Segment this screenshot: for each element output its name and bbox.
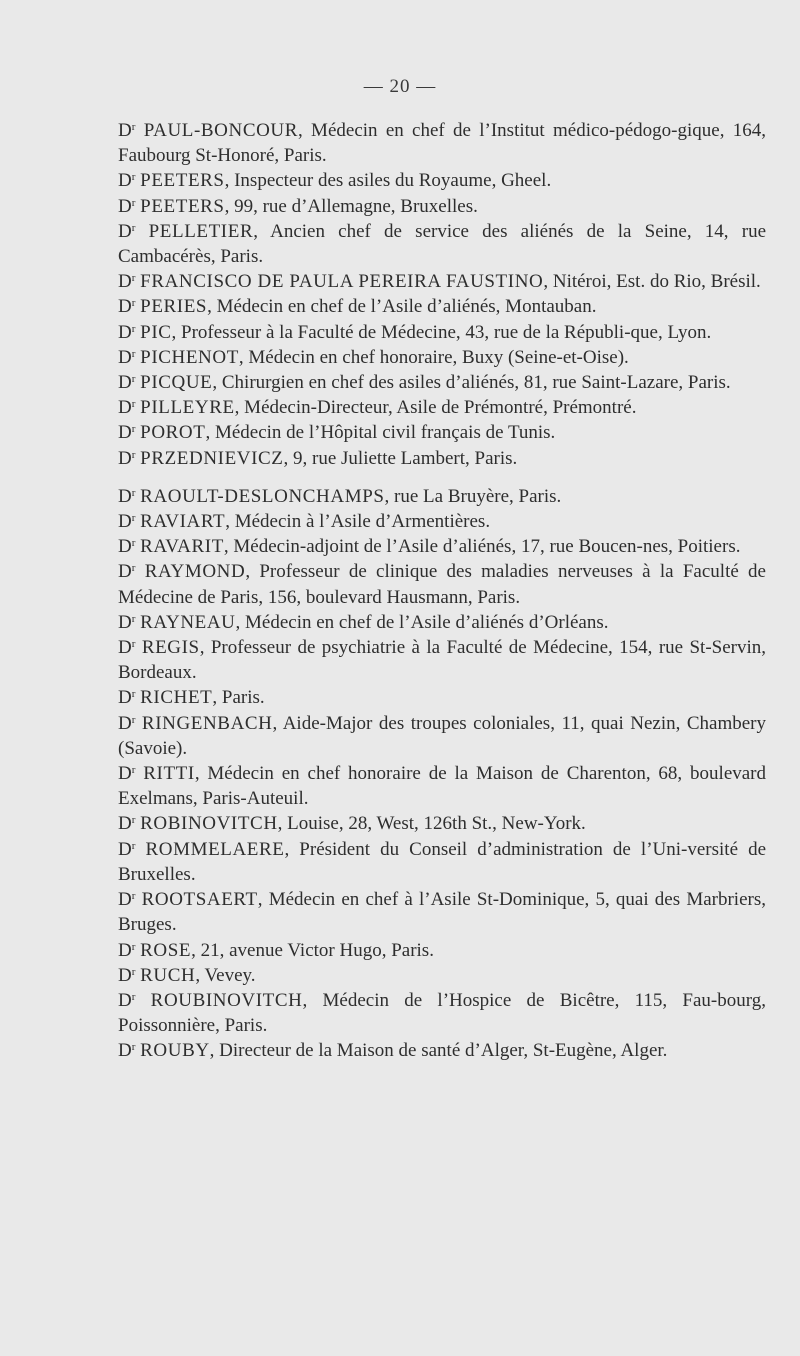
list-item [118,420,766,445]
entry-title: $D^r$ [118,120,136,141]
entry-title: $D^r$ [118,220,136,242]
list-item [118,761,766,811]
entry-title: $D^r$ [118,838,136,860]
entry-name: PERIES [140,296,208,318]
entry-title: $D^r$ [118,939,136,961]
list-item [118,963,766,988]
list-item [118,1038,766,1063]
entry-title: $D^r$ [118,813,136,835]
entry-name: POROT [140,422,206,444]
entry-title: $D^r$ [118,637,136,659]
list-item [118,988,766,1038]
entry-name: RUCH [140,964,196,986]
entry-details: , rue La Bruyère, Paris. [384,485,562,507]
entry-details: , Médecin-Directeur, Asile de Prémontré, Prémontré. [234,397,637,419]
list-item [118,635,766,685]
entry-title: $D^r$ [118,712,136,734]
entry-details: , Chirurgien en chef des asiles d’aliénés, 81, rue Saint-Lazare, Paris. [212,372,731,394]
entry-name: ROUBINOVITCH [150,989,303,1011]
list-item [118,446,766,471]
entry-details: , Professeur à la Faculté de Médecine, 43, rue de la Républi-que, Lyon. [171,321,712,343]
entry-details: , Inspecteur des asiles du Royaume, Gheel. [224,170,552,192]
entry-name: PICQUE [140,372,213,394]
entry-title: $D^r$ [118,321,136,343]
list-item [118,370,766,395]
list-item [118,685,766,710]
entry-title: $D^r$ [118,1040,136,1062]
entry-details: , 99, rue d’Allemagne, Bruxelles. [224,195,478,217]
entry-name: RICHET [140,687,213,709]
entry-details: , Vevey. [195,964,256,986]
list-item [118,837,766,887]
entry-name: PIC [140,321,172,343]
entry-name: RAYNEAU [140,611,236,633]
entry-details: , Aide-Major des troupes coloniales, 11, quai Nezin, Chambery (Savoie). [118,712,767,759]
entry-details: , Nitéroi, Est. do Rio, Brésil. [543,271,761,293]
entry-title: $D^r$ [118,422,136,444]
entry-title: $D^r$ [118,271,136,293]
entry-title: $D^r$ [118,195,136,217]
entry-name: RAYMOND [144,561,246,583]
entry-name: PEETERS [140,195,225,217]
entry-details: , 9, rue Juliette Lambert, Paris. [283,447,518,469]
entry-title: $D^r$ [118,561,136,583]
entry-details: , Médecin en chef honoraire, Buxy (Seine-et-Oise). [238,346,629,368]
list-item [118,395,766,420]
list-item [118,509,766,534]
entry-name: PAUL-BONCOUR [143,120,299,141]
entry-name: PRZEDNIEVICZ [140,447,284,469]
entry-title: $D^r$ [118,989,136,1011]
list-item [118,168,766,193]
entry-name: RINGENBACH [141,712,273,734]
page-number: — 20 — [363,76,437,97]
entry-details: , Médecin à l’Asile d’Armentières. [225,511,491,533]
list-item [118,219,766,269]
entry-title: $D^r$ [118,687,136,709]
entry-name: ROBINOVITCH [140,813,278,835]
entry-title: $D^r$ [118,611,136,633]
entry-name: ROMMELAERE [145,838,285,860]
entry-name: RAVIART [140,511,226,533]
entry-details: , Médecin en chef de l’Asile d’aliénés d’Orléans. [235,611,609,633]
list-item [118,294,766,319]
list-item [118,887,766,937]
list-item [118,484,766,509]
entry-title: $D^r$ [118,964,136,986]
entry-name: PEETERS [140,170,225,192]
list-item [118,559,766,609]
entry-name: PILLEYRE [140,397,235,419]
list-item [118,711,766,761]
entry-title: $D^r$ [118,296,136,318]
entry-name: FRANCISCO DE PAULA PEREIRA FAUSTINO [140,271,544,293]
list-item [118,938,766,963]
entry-name: ROSE [140,939,192,961]
entry-details: , Médecin en chef de l’Institut médico-pédogo-gique, 164, Faubourg St-Honoré, Paris. [118,120,766,167]
list-item [118,320,766,345]
entry-details: , Ancien chef de service des aliénés de la Seine, 14, rue Cambacérès, Paris. [118,220,766,268]
entry-title: $D^r$ [118,397,136,419]
entry-title: $D^r$ [118,170,136,192]
entry-details: , Professeur de psychiatrie à la Faculté de Médecine, 154, rue St-Servin, Bordeaux. [118,637,766,684]
list-item [118,269,766,294]
entry-name: PELLETIER [148,220,254,242]
entry-name: PICHENOT [140,346,239,368]
entry-details: , Médecin de l’Hôpital civil français de Tunis. [205,422,556,444]
list-item [118,534,766,559]
entry-details: , Directeur de la Maison de santé d’Alger, St-Eugène, Alger. [209,1040,668,1062]
entry-details: , Médecin de l’Hospice de Bicêtre, 115, Fau-bourg, Poissonnière, Paris. [118,989,766,1037]
entry-details: , Professeur de clinique des maladies nerveuses à la Faculté de Médecine de Paris, 156, boulevard Hausmann, Paris. [118,561,766,608]
entry-details: , Louise, 28, West, 126th St., New-York. [277,813,586,835]
entry-details: , Médecin-adjoint de l’Asile d’aliénés, 17, rue Boucen-nes, Poitiers. [223,536,741,558]
list-item [118,610,766,635]
entry-details: , 21, avenue Victor Hugo, Paris. [191,939,434,961]
entry-details: , Médecin en chef de l’Asile d’aliénés, Montauban. [207,296,597,318]
entry-title: $D^r$ [118,889,136,911]
member-list [118,118,766,1064]
entry-name: ROOTSAERT [141,889,258,911]
list-item [118,345,766,370]
list-item [118,118,766,168]
entry-title: $D^r$ [118,485,136,507]
entry-details: , Médecin en chef honoraire de la Maison de Charenton, 68, boulevard Exelmans, Paris-Auteuil. [118,763,767,810]
entry-title: $D^r$ [118,346,136,368]
entry-details: , Paris. [212,687,265,709]
list-item [118,811,766,836]
entry-name: RAVARIT [140,536,224,558]
entry-name: ROUBY [140,1040,210,1062]
entry-details: , Médecin en chef à l’Asile St-Dominique, 5, quai des Marbriers, Bruges. [118,889,766,936]
entry-title: $D^r$ [118,447,136,469]
entry-details: , Président du Conseil d’administration de l’Uni-versité de Bruxelles. [118,838,767,885]
list-item [118,194,766,219]
entry-title: $D^r$ [118,372,136,394]
entry-title: $D^r$ [118,763,136,785]
entry-name: REGIS [141,637,200,659]
entry-name: RAOULT-DESLONCHAMPS [140,485,385,507]
entry-name: RITTI [143,763,195,785]
entry-title: $D^r$ [118,536,136,558]
entry-title: $D^r$ [118,511,136,533]
